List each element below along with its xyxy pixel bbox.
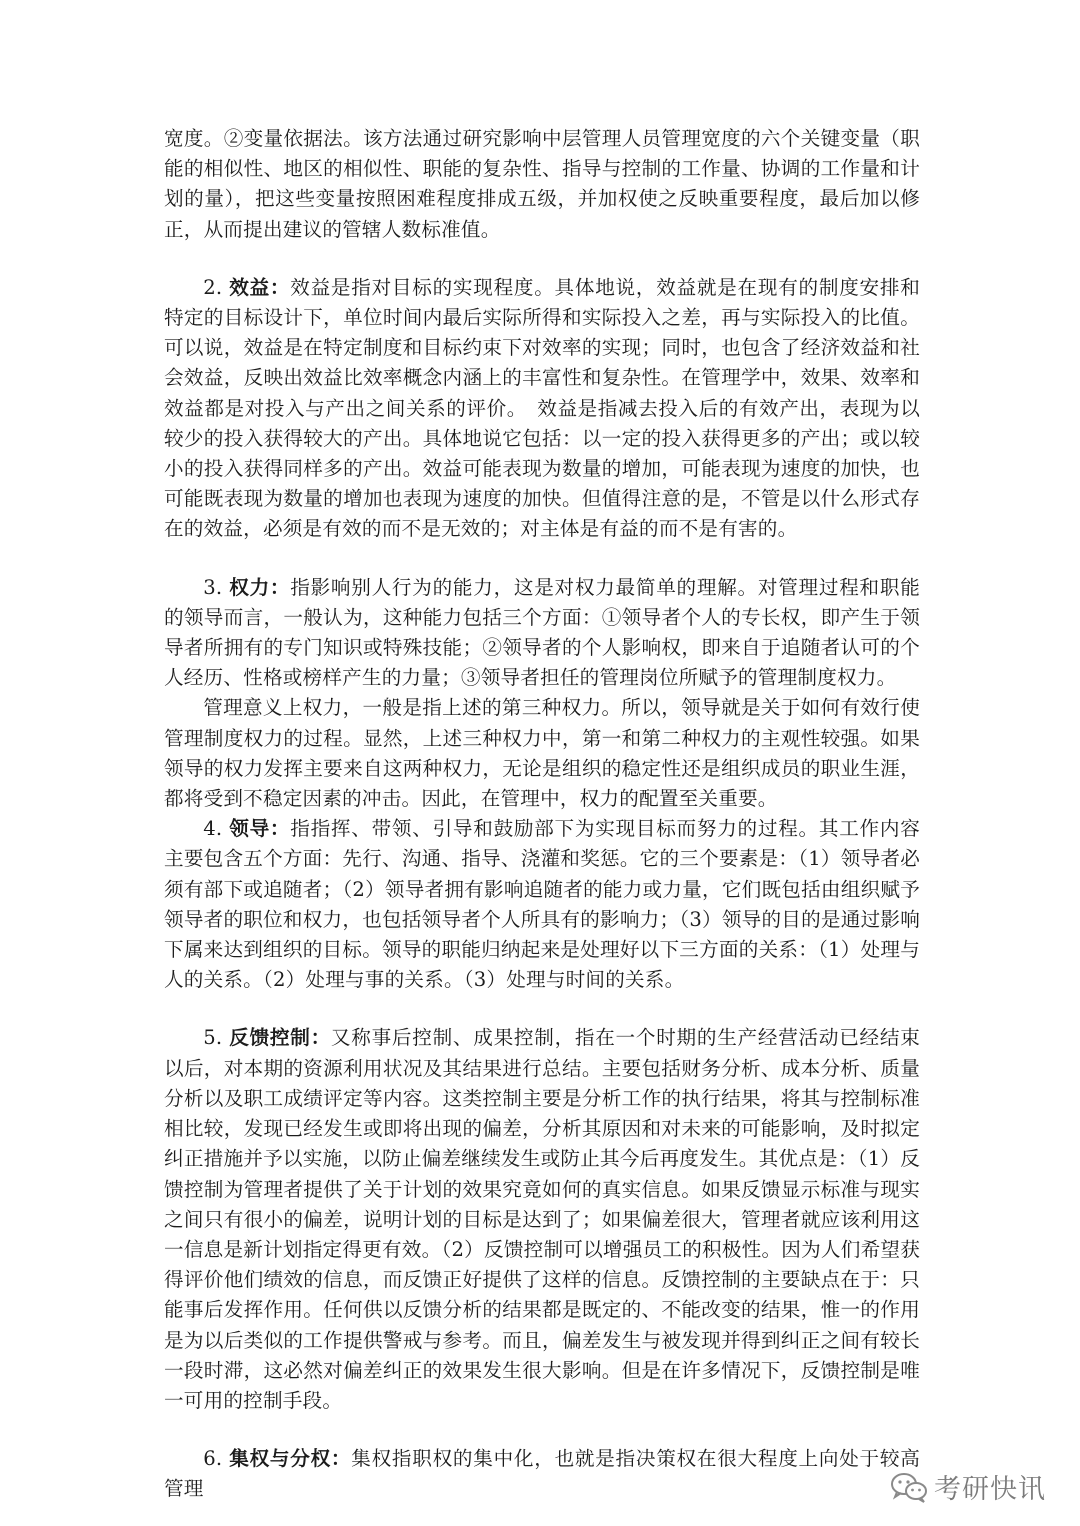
term-heading: 集权与分权： <box>229 1447 352 1471</box>
term-heading: 领导： <box>229 817 291 841</box>
term-heading: 权力： <box>229 575 291 599</box>
item-number: 2. <box>203 275 230 299</box>
term-heading: 效益： <box>229 275 291 299</box>
paragraph-effectiveness <box>164 273 920 545</box>
paragraph-leadership <box>164 814 920 995</box>
paragraph-body: 指影响别人行为的能力，这是对权力最简单的理解。对管理过程和职能的领导而言，一般认为，这种能力包括三个方面：①领导者个人的专长权，即产生于领导者所拥有的专门知识或特殊技能；②领导者的个人影响权，即来自于追随者认可的个人经历、性格或榜样产生的力量；③领导者担任的管理岗位所赋予的管理制度权力。 <box>164 575 920 690</box>
item-number: 6. <box>203 1447 230 1471</box>
term-heading: 反馈控制： <box>229 1026 331 1050</box>
paragraph-power-continued <box>164 693 920 814</box>
item-number: 4. <box>203 817 230 841</box>
watermark <box>890 1467 1046 1506</box>
paragraph-body: 管理意义上权力，一般是指上述的第三种权力。所以，领导就是关于如何有效行使管理制度权力的过程。显然，上述三种权力中，第一和第二种权力的主观性较强。如果领导的权力发挥主要来自这两种权力，无论是组织的稳定性还是组织成员的职业生涯，都将受到不稳定因素的冲击。因此，在管理中，权力的配置至关重要。 <box>164 696 920 811</box>
paragraph-centralization <box>164 1444 920 1504</box>
paragraph-feedback-control <box>164 1023 920 1416</box>
paragraph-body: 宽度。②变量依据法。该方法通过研究影响中层管理人员管理宽度的六个关键变量（职能的相似性、地区的相似性、职能的复杂性、指导与控制的工作量、协调的工作量和计划的量），把这些变量按照困难程度排成五级，并加权使之反映重要程度，最后加以修正，从而提出建议的管辖人数标准值。 <box>164 127 920 241</box>
paragraph-power <box>164 573 920 694</box>
paragraph-body: 集权指职权的集中化，也就是指决策权在很大程度上向处于较高管理 <box>164 1447 920 1501</box>
watermark-text: 考研快讯 <box>934 1474 1046 1505</box>
document-page <box>164 124 920 1505</box>
wechat-icon <box>890 1471 928 1503</box>
paragraph-body: 效益是指对目标的实现程度。具体地说，效益就是在现有的制度安排和特定的目标设计下，单位时间内最后实际所得和实际投入之差，再与实际投入的比值。可以说，效益是在特定制度和目标约束下对效率的实现；同时，也包含了经济效益和社会效益，反映出效益比效率概念内涵上的丰富性和复杂性。在管理学中，效果、效率和效益都是对投入与产出之间关系的评价。 效益是指减去投入后的有效产出，表现为以较少的投入获得较大的产出。具体地说它包括：以一定的投入获得更多的产出；或以较小的投入获得同样多的产出。效益可能表现为数量的增加，可能表现为速度的加快，也可能既表现为数量的增加也表现为速度的加快。但值得注意的是，不管是以什么形式存在的效益，必须是有效的而不是无效的；对主体是有益的而不是有害的。 <box>164 275 920 541</box>
paragraph-span-of-control-end <box>164 124 920 245</box>
paragraph-body: 又称事后控制、成果控制，指在一个时期的生产经营活动已经结束以后，对本期的资源利用状况及其结果进行总结。主要包括财务分析、成本分析、质量分析以及职工成绩评定等内容。这类控制主要是分析工作的执行结果，将其与控制标准相比较，发现已经发生或即将出现的偏差，分析其原因和对未来的可能影响，及时拟定纠正措施并予以实施，以防止偏差继续发生或防止其今后再度发生。其优点是：（1）反馈控制为管理者提供了关于计划的效果究竟如何的真实信息。如果反馈显示标准与现实之间只有很小的偏差，说明计划的目标是达到了；如果偏差很大，管理者就应该利用这一信息是新计划指定得更有效。（2）反馈控制可以增强员工的积极性。因为人们希望获得评价他们绩效的信息，而反馈正好提供了这样的信息。反馈控制的主要缺点在于：只能事后发挥作用。任何供以反馈分析的结果都是既定的、不能改变的结果，惟一的作用是为以后类似的工作提供警戒与参考。而且，偏差发生与被发现并得到纠正之间有较长一段时滞，这必然对偏差纠正的效果发生很大影响。但是在许多情况下，反馈控制是唯一可用的控制手段。 <box>164 1026 920 1412</box>
item-number: 5. <box>203 1026 230 1050</box>
item-number: 3. <box>203 575 230 599</box>
paragraph-body: 指指挥、带领、引导和鼓励部下为实现目标而努力的过程。其工作内容主要包含五个方面：先行、沟通、指导、浇灌和奖惩。它的三个要素是：（1）领导者必须有部下或追随者；（2）领导者拥有影响追随者的能力或力量，它们既包括由组织赋予领导者的职位和权力，也包括领导者个人所具有的影响力；（3）领导的目的是通过影响下属来达到组织的目标。领导的职能归纳起来是处理好以下三方面的关系：（1）处理与人的关系。（2）处理与事的关系。（3）处理与时间的关系。 <box>164 817 920 992</box>
